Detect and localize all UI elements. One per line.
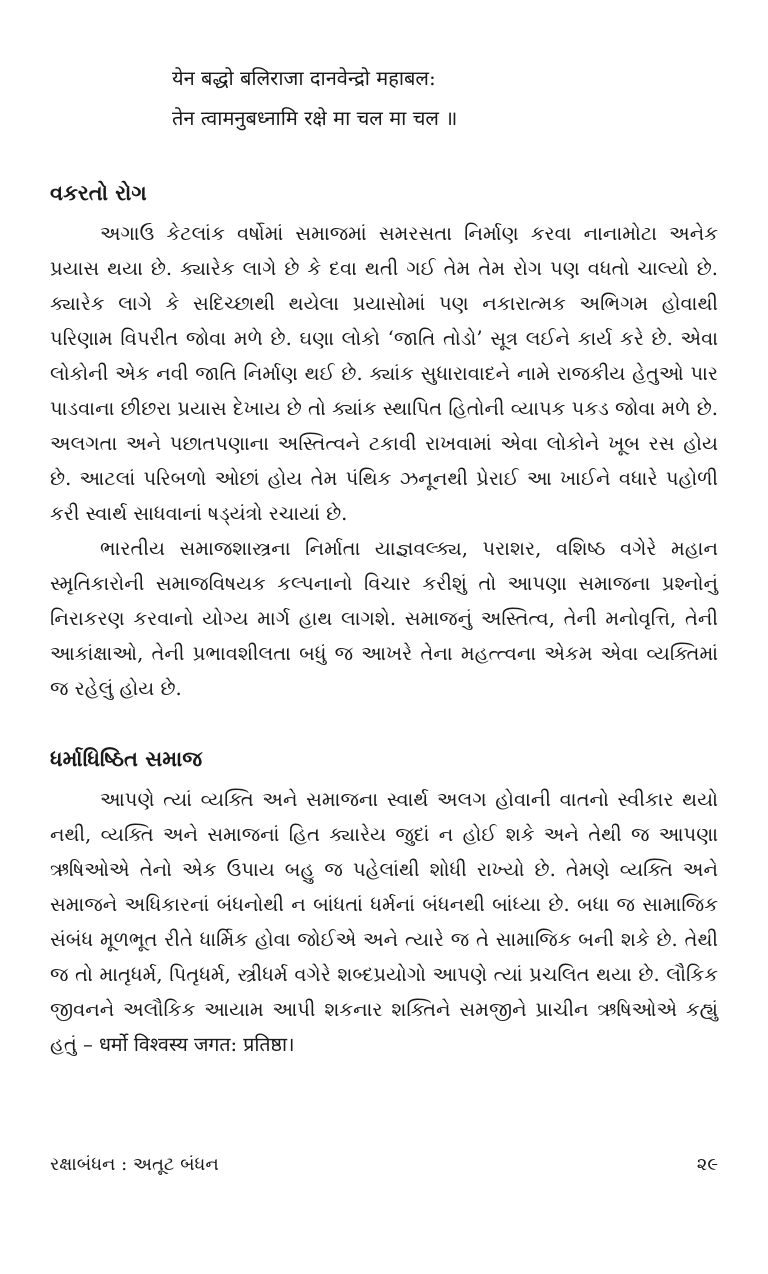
section1-paragraph-1: અગાઉ કેટલાંક વર્ષોમાં સમાજમાં સમરસતા નિર્માણ કરવા નાનામોટા અનેક પ્રયાસ થયા છે. ક્યારેક લાગે છે કે દવા થતી ગઈ તેમ તેમ રોગ પણ વધતો ચાલ્યો છે. ક્યારેક લાગે કે સદિચ્છાથી થયેલા પ્રયાસોમાં પણ નકારાત્મક અભિગમ હોવાથી પરિણામ વિપરીત જોવા મળે છે. ઘણા લોકો ‘જાતિ તોડો’ સૂત્ર લઈને કાર્ય કરે છે. એવા લોકોની એક નવી જાતિ નિર્માણ થઈ છે. ક્યાંક સુધારાવાદને નામે રાજકીય હેતુઓ પાર પાડવાના છીછરા પ્રયાસ દેખાય છે તો ક્યાંક સ્થાપિત હિતોની વ્યાપક પકડ જોવા મળે છે. અલગતા અને પછાતપણાના અસ્તિત્વને ટકાવી રાખવામાં એવા લોકોને ખૂબ રસ હોય છે. આટલાં પરિબળો ઓછાં હોય તેમ પંથિક ઝનૂનથી પ્રેરાઈ આ ખાઈને વધારે પહોળી કરી સ્વાર્થ સાધવાનાં ષડ્‌યંત્રો રચાયાં છે. xyxy=(50,222,718,525)
section-heading-vakarto-rog: વકરતો રોગ xyxy=(50,181,147,205)
footer-book-title: રક્ષાબંધન : અતૂટ બંધન xyxy=(50,1154,219,1175)
section2-paragraph-1: આપણે ત્યાં વ્યક્તિ અને સમાજના સ્વાર્થ અલગ હોવાની વાતનો સ્વીકાર થયો નથી, વ્યક્તિ અને સમાજનાં હિત ક્યારેય જુદાં ન હોઈ શકે અને તેથી જ આપણા ઋષિઓએ તેનો એક ઉપાય બહુ જ પહેલાંથી શોધી રાખ્યો છે. તેમણે વ્યક્તિ અને સમાજને અધિકારનાં બંધનોથી ન બાંધતાં ધર્મનાં બંધનથી બાંધ્યા છે. બધા જ સામાજિક સંબંધ મૂળભૂત રીતે ધાર્મિક હોવા જોઈએ અને ત્યારે જ તે સામાજિક બની શકે છે. તેથી જ તો માતૃધર્મ, પિતૃધર્મ, સ્ત્રીધર્મ વગેરે શબ્દપ્રયોગો આપણે ત્યાં પ્રચલિત થયા છે. લૌકિક જીવનને અલૌકિક આયામ આપી શકનાર શક્તિને સમજીને પ્રાચીન ઋષિઓએ કહ્યું હતું – धर्मो विश्वस्य जगत: प्रतिष्ठा। xyxy=(50,788,718,1056)
footer-page-number: ૨૯ xyxy=(696,1154,718,1175)
verse-line-1: येन बद्धो बलिराजा दानवेन्द्रो महाबल: xyxy=(172,66,436,90)
page-footer xyxy=(50,1152,718,1178)
verse-line-2: तेन त्वामनुबध्नामि रक्षे मा चल मा चल ॥ xyxy=(172,106,458,130)
section-heading-dharmadhishthit-samaj: ધર્માધિષ્ઠિત સમાજ xyxy=(50,747,203,771)
sanskrit-verse xyxy=(50,58,718,138)
page-content xyxy=(50,58,718,1062)
section1-paragraph-2: ભારતીય સમાજશાસ્ત્રના નિર્માતા યાજ્ઞવલ્ક્ય, પરાશર, વશિષ્ઠ વગેરે મહાન સ્મૃતિકારોની સમાજવિષયક કલ્પનાનો વિચાર કરીશું તો આપણા સમાજના પ્રશ્નોનું નિરાકરણ કરવાનો યોગ્ય માર્ગ હાથ લાગશે. સમાજનું અસ્તિત્વ, તેની મનોવૃત્તિ, તેની આકાંક્ષાઓ, તેની પ્રભાવશીલતા બધું જ આખરે તેના મહત્ત્વના એકમ એવા વ્યક્તિમાં જ રહેલું હોય છે. xyxy=(50,537,718,700)
